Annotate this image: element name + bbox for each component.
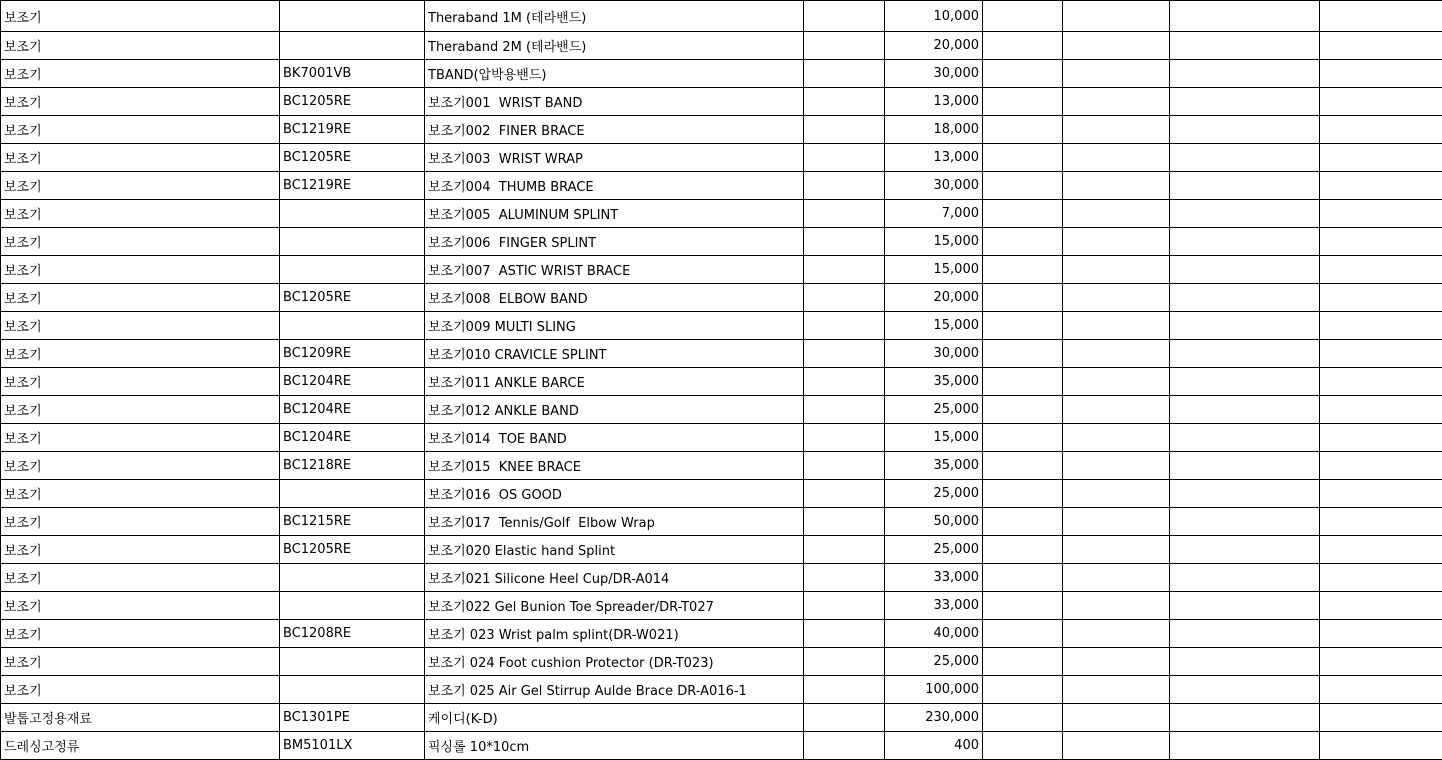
empty-cell[interactable] [1063,592,1170,620]
category-cell[interactable]: 보조기 [1,60,280,88]
empty-cell[interactable] [1063,704,1170,732]
empty-cell[interactable] [804,452,885,480]
empty-cell[interactable] [804,592,885,620]
item-name-cell[interactable]: 보조기011 ANKLE BARCE [425,368,804,396]
empty-cell[interactable] [804,228,885,256]
empty-cell[interactable] [1320,564,1442,592]
code-cell[interactable]: BK7001VB [280,60,425,88]
empty-cell[interactable] [1170,256,1320,284]
empty-cell[interactable] [1320,648,1442,676]
category-cell[interactable]: 보조기 [1,648,280,676]
table-row [1,704,1442,732]
price-cell[interactable]: 15,000 [885,228,983,256]
item-name-cell[interactable]: 보조기003 WRIST WRAP [425,144,804,172]
price-cell[interactable]: 25,000 [885,480,983,508]
price-cell[interactable]: 25,000 [885,648,983,676]
category-cell[interactable]: 보조기 [1,1,280,32]
item-name-cell[interactable]: 보조기021 Silicone Heel Cup/DR-A014 [425,564,804,592]
item-name-cell[interactable]: Theraband 2M (테라밴드) [425,32,804,60]
table-row [1,60,1442,88]
empty-cell[interactable] [1063,732,1170,760]
empty-cell[interactable] [1320,1,1442,32]
empty-cell[interactable] [1320,592,1442,620]
empty-cell[interactable] [1320,508,1442,536]
empty-cell[interactable] [1063,620,1170,648]
item-name-cell[interactable]: 보조기002 FINER BRACE [425,116,804,144]
empty-cell[interactable] [804,536,885,564]
empty-cell[interactable] [1320,172,1442,200]
empty-cell[interactable] [1170,452,1320,480]
code-cell[interactable]: BC1204RE [280,396,425,424]
item-name-cell[interactable]: 보조기020 Elastic hand Splint [425,536,804,564]
price-cell[interactable]: 35,000 [885,368,983,396]
category-cell[interactable]: 드레싱고정류 [1,732,280,760]
empty-cell[interactable] [1170,480,1320,508]
empty-cell[interactable] [1170,200,1320,228]
code-cell[interactable] [280,676,425,704]
empty-cell[interactable] [1063,32,1170,60]
price-cell[interactable]: 30,000 [885,172,983,200]
item-name-cell[interactable]: 보조기010 CRAVICLE SPLINT [425,340,804,368]
empty-cell[interactable] [983,396,1063,424]
category-cell[interactable]: 보조기 [1,564,280,592]
empty-cell[interactable] [1170,228,1320,256]
empty-cell[interactable] [983,340,1063,368]
code-cell[interactable] [280,592,425,620]
empty-cell[interactable] [1320,536,1442,564]
empty-cell[interactable] [1063,172,1170,200]
code-cell[interactable] [280,1,425,32]
code-cell[interactable] [280,564,425,592]
empty-cell[interactable] [804,648,885,676]
empty-cell[interactable] [1320,424,1442,452]
empty-cell[interactable] [1170,340,1320,368]
item-name-cell[interactable]: TBAND(압박용밴드) [425,60,804,88]
price-cell[interactable]: 15,000 [885,312,983,340]
table-row [1,284,1442,312]
price-cell[interactable]: 25,000 [885,536,983,564]
code-cell[interactable]: BC1205RE [280,88,425,116]
empty-cell[interactable] [1170,732,1320,760]
table-row [1,536,1442,564]
code-cell[interactable]: BC1218RE [280,452,425,480]
item-name-cell[interactable]: 보조기 024 Foot cushion Protector (DR-T023) [425,648,804,676]
category-cell[interactable]: 보조기 [1,536,280,564]
empty-cell[interactable] [804,284,885,312]
empty-cell[interactable] [983,732,1063,760]
empty-cell[interactable] [1063,200,1170,228]
empty-cell[interactable] [804,60,885,88]
empty-cell[interactable] [1170,116,1320,144]
empty-cell[interactable] [983,480,1063,508]
empty-cell[interactable] [1320,200,1442,228]
empty-cell[interactable] [1063,368,1170,396]
item-name-cell[interactable]: 보조기001 WRIST BAND [425,88,804,116]
price-cell[interactable]: 50,000 [885,508,983,536]
category-cell[interactable]: 보조기 [1,32,280,60]
table-row [1,1,1442,32]
price-cell[interactable]: 15,000 [885,256,983,284]
code-cell[interactable] [280,312,425,340]
empty-cell[interactable] [804,172,885,200]
empty-cell[interactable] [1170,172,1320,200]
item-name-cell[interactable]: 보조기 023 Wrist palm splint(DR-W021) [425,620,804,648]
item-name-cell[interactable]: 보조기014 TOE BAND [425,424,804,452]
empty-cell[interactable] [1063,508,1170,536]
code-cell[interactable] [280,480,425,508]
empty-cell[interactable] [983,200,1063,228]
price-cell[interactable]: 25,000 [885,396,983,424]
empty-cell[interactable] [983,1,1063,32]
price-cell[interactable]: 35,000 [885,452,983,480]
empty-cell[interactable] [1170,144,1320,172]
empty-cell[interactable] [983,256,1063,284]
table-row [1,88,1442,116]
empty-cell[interactable] [1170,704,1320,732]
empty-cell[interactable] [1320,480,1442,508]
empty-cell[interactable] [983,172,1063,200]
price-cell[interactable]: 30,000 [885,340,983,368]
code-cell[interactable] [280,200,425,228]
price-cell[interactable]: 33,000 [885,564,983,592]
category-cell[interactable]: 보조기 [1,508,280,536]
empty-cell[interactable] [1320,228,1442,256]
category-cell[interactable]: 보조기 [1,144,280,172]
code-cell[interactable]: BM5101LX [280,732,425,760]
category-cell[interactable]: 보조기 [1,172,280,200]
empty-cell[interactable] [804,396,885,424]
empty-cell[interactable] [804,256,885,284]
empty-cell[interactable] [1063,116,1170,144]
empty-cell[interactable] [1320,116,1442,144]
empty-cell[interactable] [1170,648,1320,676]
empty-cell[interactable] [804,620,885,648]
code-cell[interactable] [280,32,425,60]
empty-cell[interactable] [1320,732,1442,760]
empty-cell[interactable] [804,368,885,396]
empty-cell[interactable] [804,88,885,116]
table-row [1,396,1442,424]
empty-cell[interactable] [804,116,885,144]
empty-cell[interactable] [1320,60,1442,88]
empty-cell[interactable] [983,424,1063,452]
table-body [1,1,1442,760]
category-cell[interactable]: 보조기 [1,592,280,620]
table-row [1,648,1442,676]
table-row [1,144,1442,172]
empty-cell[interactable] [1320,256,1442,284]
empty-cell[interactable] [804,732,885,760]
table-row [1,368,1442,396]
empty-cell[interactable] [1063,676,1170,704]
empty-cell[interactable] [1320,284,1442,312]
empty-cell[interactable] [983,452,1063,480]
code-cell[interactable]: BC1219RE [280,116,425,144]
empty-cell[interactable] [1320,312,1442,340]
category-cell[interactable]: 보조기 [1,396,280,424]
price-cell[interactable]: 33,000 [885,592,983,620]
table-row [1,340,1442,368]
empty-cell[interactable] [804,144,885,172]
empty-cell[interactable] [804,480,885,508]
empty-cell[interactable] [1063,1,1170,32]
price-cell[interactable]: 230,000 [885,704,983,732]
empty-cell[interactable] [983,536,1063,564]
empty-cell[interactable] [983,32,1063,60]
code-cell[interactable] [280,256,425,284]
empty-cell[interactable] [1063,312,1170,340]
price-cell[interactable]: 30,000 [885,60,983,88]
item-name-cell[interactable]: 보조기015 KNEE BRACE [425,452,804,480]
empty-cell[interactable] [983,368,1063,396]
empty-cell[interactable] [983,592,1063,620]
empty-cell[interactable] [983,648,1063,676]
empty-cell[interactable] [804,704,885,732]
empty-cell[interactable] [1320,32,1442,60]
empty-cell[interactable] [804,312,885,340]
table-row [1,228,1442,256]
empty-cell[interactable] [804,424,885,452]
code-cell[interactable]: BC1205RE [280,536,425,564]
table-row [1,116,1442,144]
empty-cell[interactable] [1063,564,1170,592]
price-cell[interactable]: 15,000 [885,424,983,452]
empty-cell[interactable] [1063,60,1170,88]
category-cell[interactable]: 보조기 [1,620,280,648]
code-cell[interactable]: BC1204RE [280,424,425,452]
empty-cell[interactable] [1170,396,1320,424]
empty-cell[interactable] [1170,32,1320,60]
code-cell[interactable]: BC1208RE [280,620,425,648]
empty-cell[interactable] [1063,536,1170,564]
empty-cell[interactable] [1063,284,1170,312]
empty-cell[interactable] [1320,452,1442,480]
table-row [1,676,1442,704]
empty-cell[interactable] [804,340,885,368]
item-name-cell[interactable]: 보조기017 Tennis/Golf Elbow Wrap [425,508,804,536]
empty-cell[interactable] [1063,396,1170,424]
empty-cell[interactable] [1320,340,1442,368]
empty-cell[interactable] [983,312,1063,340]
item-name-cell[interactable]: 보조기007 ASTIC WRIST BRACE [425,256,804,284]
empty-cell[interactable] [804,200,885,228]
price-cell[interactable]: 40,000 [885,620,983,648]
table-row [1,172,1442,200]
price-cell[interactable]: 7,000 [885,200,983,228]
price-cell[interactable]: 20,000 [885,32,983,60]
category-cell[interactable]: 보조기 [1,200,280,228]
code-cell[interactable] [280,648,425,676]
empty-cell[interactable] [1170,592,1320,620]
empty-cell[interactable] [804,32,885,60]
item-name-cell[interactable]: 케이디(K-D) [425,704,804,732]
table-row [1,564,1442,592]
category-cell[interactable]: 보조기 [1,312,280,340]
empty-cell[interactable] [983,144,1063,172]
empty-cell[interactable] [1320,144,1442,172]
empty-cell[interactable] [983,88,1063,116]
empty-cell[interactable] [1170,424,1320,452]
item-name-cell[interactable]: 보조기008 ELBOW BAND [425,284,804,312]
category-cell[interactable]: 보조기 [1,256,280,284]
item-name-cell[interactable]: 픽싱롤 10*10cm [425,732,804,760]
empty-cell[interactable] [983,228,1063,256]
empty-cell[interactable] [1063,144,1170,172]
empty-cell[interactable] [1170,284,1320,312]
empty-cell[interactable] [983,564,1063,592]
item-name-cell[interactable]: 보조기009 MULTI SLING [425,312,804,340]
empty-cell[interactable] [1170,676,1320,704]
item-name-cell[interactable]: 보조기016 OS GOOD [425,480,804,508]
empty-cell[interactable] [983,620,1063,648]
empty-cell[interactable] [804,508,885,536]
category-cell[interactable]: 보조기 [1,228,280,256]
item-name-cell[interactable]: 보조기005 ALUMINUM SPLINT [425,200,804,228]
item-name-cell[interactable]: 보조기006 FINGER SPLINT [425,228,804,256]
code-cell[interactable]: BC1215RE [280,508,425,536]
category-cell[interactable]: 보조기 [1,340,280,368]
table-row [1,256,1442,284]
empty-cell[interactable] [1063,452,1170,480]
empty-cell[interactable] [1320,704,1442,732]
empty-cell[interactable] [983,704,1063,732]
table-row [1,424,1442,452]
empty-cell[interactable] [983,676,1063,704]
price-cell[interactable]: 13,000 [885,88,983,116]
table-row [1,620,1442,648]
empty-cell[interactable] [1320,620,1442,648]
category-cell[interactable]: 보조기 [1,88,280,116]
empty-cell[interactable] [1320,368,1442,396]
item-name-cell[interactable]: 보조기004 THUMB BRACE [425,172,804,200]
item-name-cell[interactable]: 보조기022 Gel Bunion Toe Spreader/DR-T027 [425,592,804,620]
empty-cell[interactable] [1063,88,1170,116]
code-cell[interactable]: BC1205RE [280,144,425,172]
category-cell[interactable]: 보조기 [1,284,280,312]
empty-cell[interactable] [1170,60,1320,88]
table-row [1,312,1442,340]
price-cell[interactable]: 18,000 [885,116,983,144]
empty-cell[interactable] [983,508,1063,536]
category-cell[interactable]: 발톱고정용재료 [1,704,280,732]
empty-cell[interactable] [983,116,1063,144]
empty-cell[interactable] [1170,564,1320,592]
table-row [1,732,1442,760]
price-cell[interactable]: 400 [885,732,983,760]
category-cell[interactable]: 보조기 [1,452,280,480]
empty-cell[interactable] [1170,536,1320,564]
empty-cell[interactable] [804,1,885,32]
empty-cell[interactable] [983,60,1063,88]
category-cell[interactable]: 보조기 [1,116,280,144]
empty-cell[interactable] [983,284,1063,312]
table-row [1,508,1442,536]
table-row [1,452,1442,480]
empty-cell[interactable] [1170,368,1320,396]
empty-cell[interactable] [1320,88,1442,116]
empty-cell[interactable] [804,676,885,704]
code-cell[interactable]: BC1205RE [280,284,425,312]
empty-cell[interactable] [1170,1,1320,32]
price-cell[interactable]: 20,000 [885,284,983,312]
category-cell[interactable]: 보조기 [1,424,280,452]
table-row [1,480,1442,508]
empty-cell[interactable] [1063,424,1170,452]
empty-cell[interactable] [1170,620,1320,648]
code-cell[interactable]: BC1209RE [280,340,425,368]
category-cell[interactable]: 보조기 [1,368,280,396]
code-cell[interactable] [280,228,425,256]
empty-cell[interactable] [1320,396,1442,424]
price-cell[interactable]: 100,000 [885,676,983,704]
code-cell[interactable]: BC1219RE [280,172,425,200]
price-cell[interactable]: 13,000 [885,144,983,172]
code-cell[interactable]: BC1204RE [280,368,425,396]
empty-cell[interactable] [1063,228,1170,256]
table-row [1,592,1442,620]
category-cell[interactable]: 보조기 [1,676,280,704]
item-name-cell[interactable]: 보조기012 ANKLE BAND [425,396,804,424]
empty-cell[interactable] [1063,256,1170,284]
item-name-cell[interactable]: 보조기 025 Air Gel Stirrup Aulde Brace DR-A016-1 [425,676,804,704]
empty-cell[interactable] [1063,480,1170,508]
empty-cell[interactable] [1170,312,1320,340]
empty-cell[interactable] [804,564,885,592]
empty-cell[interactable] [1170,88,1320,116]
code-cell[interactable]: BC1301PE [280,704,425,732]
price-cell[interactable]: 10,000 [885,1,983,32]
empty-cell[interactable] [1063,340,1170,368]
item-name-cell[interactable]: Theraband 1M (테라밴드) [425,1,804,32]
table-row [1,200,1442,228]
empty-cell[interactable] [1320,676,1442,704]
empty-cell[interactable] [1063,648,1170,676]
table-row [1,32,1442,60]
category-cell[interactable]: 보조기 [1,480,280,508]
empty-cell[interactable] [1170,508,1320,536]
